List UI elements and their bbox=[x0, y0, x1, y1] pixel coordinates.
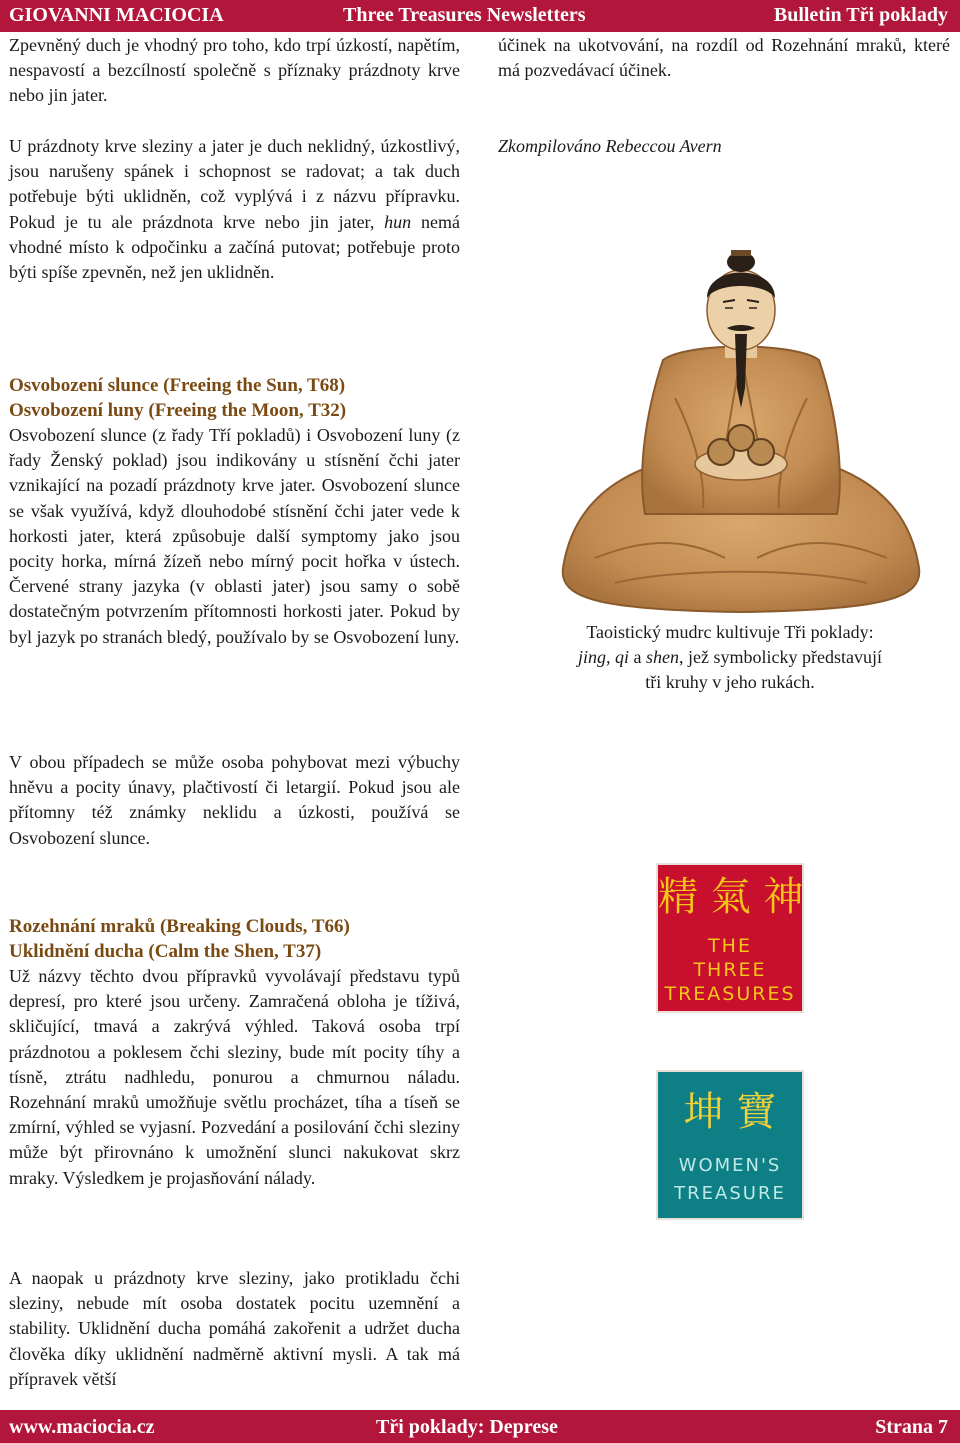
footer-bar bbox=[0, 1410, 960, 1443]
header-newsletter: Three Treasures Newsletters bbox=[343, 4, 586, 26]
paragraph-continuation: účinek na ukotvování, na rozdíl od Rozehnání mraků, které má pozvedávací účinek. bbox=[498, 35, 950, 81]
womens-treasure-chars: 坤 寶 bbox=[683, 1089, 777, 1135]
paragraph-clouds: Už názvy těchto dvou přípravků vyvolávají představu typů depresí, pro které jsou určeny. Zamračená obloha je tíživá, skličující, tmavá a zakrývá výhled. Taková osoba trpí prázdnotou a poklesem čchi sleziny, bude mít pocity tíhy a tísně, ztrátu nadhledu, ponurou a chmurnou náladu. Rozehnání mraků umožňuje světlu procházet, tíha a tíseň se zmírní, výhled se vyjasní. Pozvedání a posilování čchi sleziny může být přirovnáno k umožnění slunci nakukovat skrz mraky. Výsledkem je projasňování nálady. bbox=[9, 966, 460, 1188]
caption-line-1: Taoistický mudrc kultivuje Tři poklady: bbox=[586, 622, 874, 642]
header-bulletin: Bulletin Tři poklady bbox=[773, 4, 948, 26]
footer-page-number: Strana 7 bbox=[875, 1416, 948, 1438]
caption-and: a bbox=[629, 647, 647, 668]
header-bar bbox=[0, 0, 960, 32]
heading-calm-shen: Uklidnění ducha (Calm the Shen, T37) bbox=[9, 941, 322, 962]
caption-line-2-rest: , jež symbolicky představují bbox=[679, 647, 882, 668]
caption-jing-qi: jing, qi bbox=[578, 647, 630, 668]
heading-breaking-clouds: Rozehnání mraků (Breaking Clouds, T66) bbox=[9, 916, 350, 937]
illustration-caption bbox=[520, 620, 940, 696]
footer-website-link[interactable]: www.maciocia.cz bbox=[9, 1416, 155, 1438]
paragraph-intro: Zpevněný duch je vhodný pro toho, kdo trpí úzkostí, napětím, nespavostí a bezcílností společně s příznaky prázdnoty krve nebo jin jater. bbox=[9, 35, 460, 106]
paragraph-blood-deficiency bbox=[9, 134, 460, 285]
footer-issue-title: Tři poklady: Depresе bbox=[376, 1416, 558, 1438]
three-treasures-the: THE bbox=[708, 935, 752, 957]
three-treasures-three: THREE bbox=[693, 959, 767, 981]
paragraph-text: nemá vhodné místo k odpočinku a začíná putovat; potřebuje proto býti spíše zpevněn, než jen uklidněn. bbox=[9, 211, 460, 283]
womens-treasure-treasure: TREASURE bbox=[674, 1183, 786, 1204]
heading-freeing-sun: Osvobození slunce (Freeing the Sun, T68) bbox=[9, 375, 346, 396]
paragraph-text: U prázdnoty krve sleziny a jater je duch neklidný, úzkostlivý, jsou narušeny spánek i schopnost se radovat; a tak duch potřebuje býti uklidněn, což vyplývá i z názvu přípravku. Pokud je tu ale prázdnota krve nebo jin jater, bbox=[9, 136, 460, 232]
three-treasures-treasures: TREASURES bbox=[664, 983, 796, 1005]
caption-shen: shen bbox=[646, 647, 680, 668]
paragraph-sun-moon: Osvobození slunce (z řady Tří pokladů) i Osvobození luny (z řady Ženský poklad) jsou indikovány u stísnění čchi jater vznikající na pozadí prázdnoty krve jater. Osvobození slunce se však využívá, když dlouhodobé stísnění čchi jater vede k horkosti jater, která způsobuje další symptomy jako jsou pocity horka, mírná žízeň nebo mírný pocit hořka v ústech. Červené strany jazyka (v oblasti jater) jsou samy o sobě dostatečným potvrzením přítomnosti horkosti jater. Pokud by byl jazyk po stranách bledý, používalo by se Osvobození luny. bbox=[9, 425, 460, 647]
paragraph-calm-shen: A naopak u prázdnoty krve sleziny, jako protikladu čchi sleziny, nebude mít osoba dostatek pocitu uzemnění a stability. Uklidnění ducha pomáhá zakořenit a udržet ducha člověka díky uklidnění nadměrně aktivní mysli. A tak má přípravek větší bbox=[9, 1268, 460, 1389]
three-treasures-chars: 精 氣 神 bbox=[658, 874, 804, 920]
three-treasures-logo bbox=[656, 863, 804, 1013]
term-hun: hun bbox=[384, 211, 412, 232]
womens-treasure-womens: WOMEN'S bbox=[678, 1155, 782, 1176]
header-author: GIOVANNI MACIOCIA bbox=[9, 4, 224, 26]
womens-treasure-logo bbox=[656, 1070, 804, 1220]
paragraph-both-cases: V obou případech se může osoba pohybovat mezi výbuchy hněvu a pocity únavy, plačtivostí či letargií. Pokud jsou ale přítomny též známky neklidu a úzkosti, používá se Osvobození slunce. bbox=[9, 752, 460, 848]
compiled-by: Zkompilováno Rebeccou Avern bbox=[498, 136, 722, 156]
caption-line-3: tři kruhy v jeho rukách. bbox=[645, 672, 815, 693]
taoist-sage-illustration bbox=[555, 238, 927, 623]
heading-freeing-moon: Osvobození luny (Freeing the Moon, T32) bbox=[9, 400, 347, 421]
